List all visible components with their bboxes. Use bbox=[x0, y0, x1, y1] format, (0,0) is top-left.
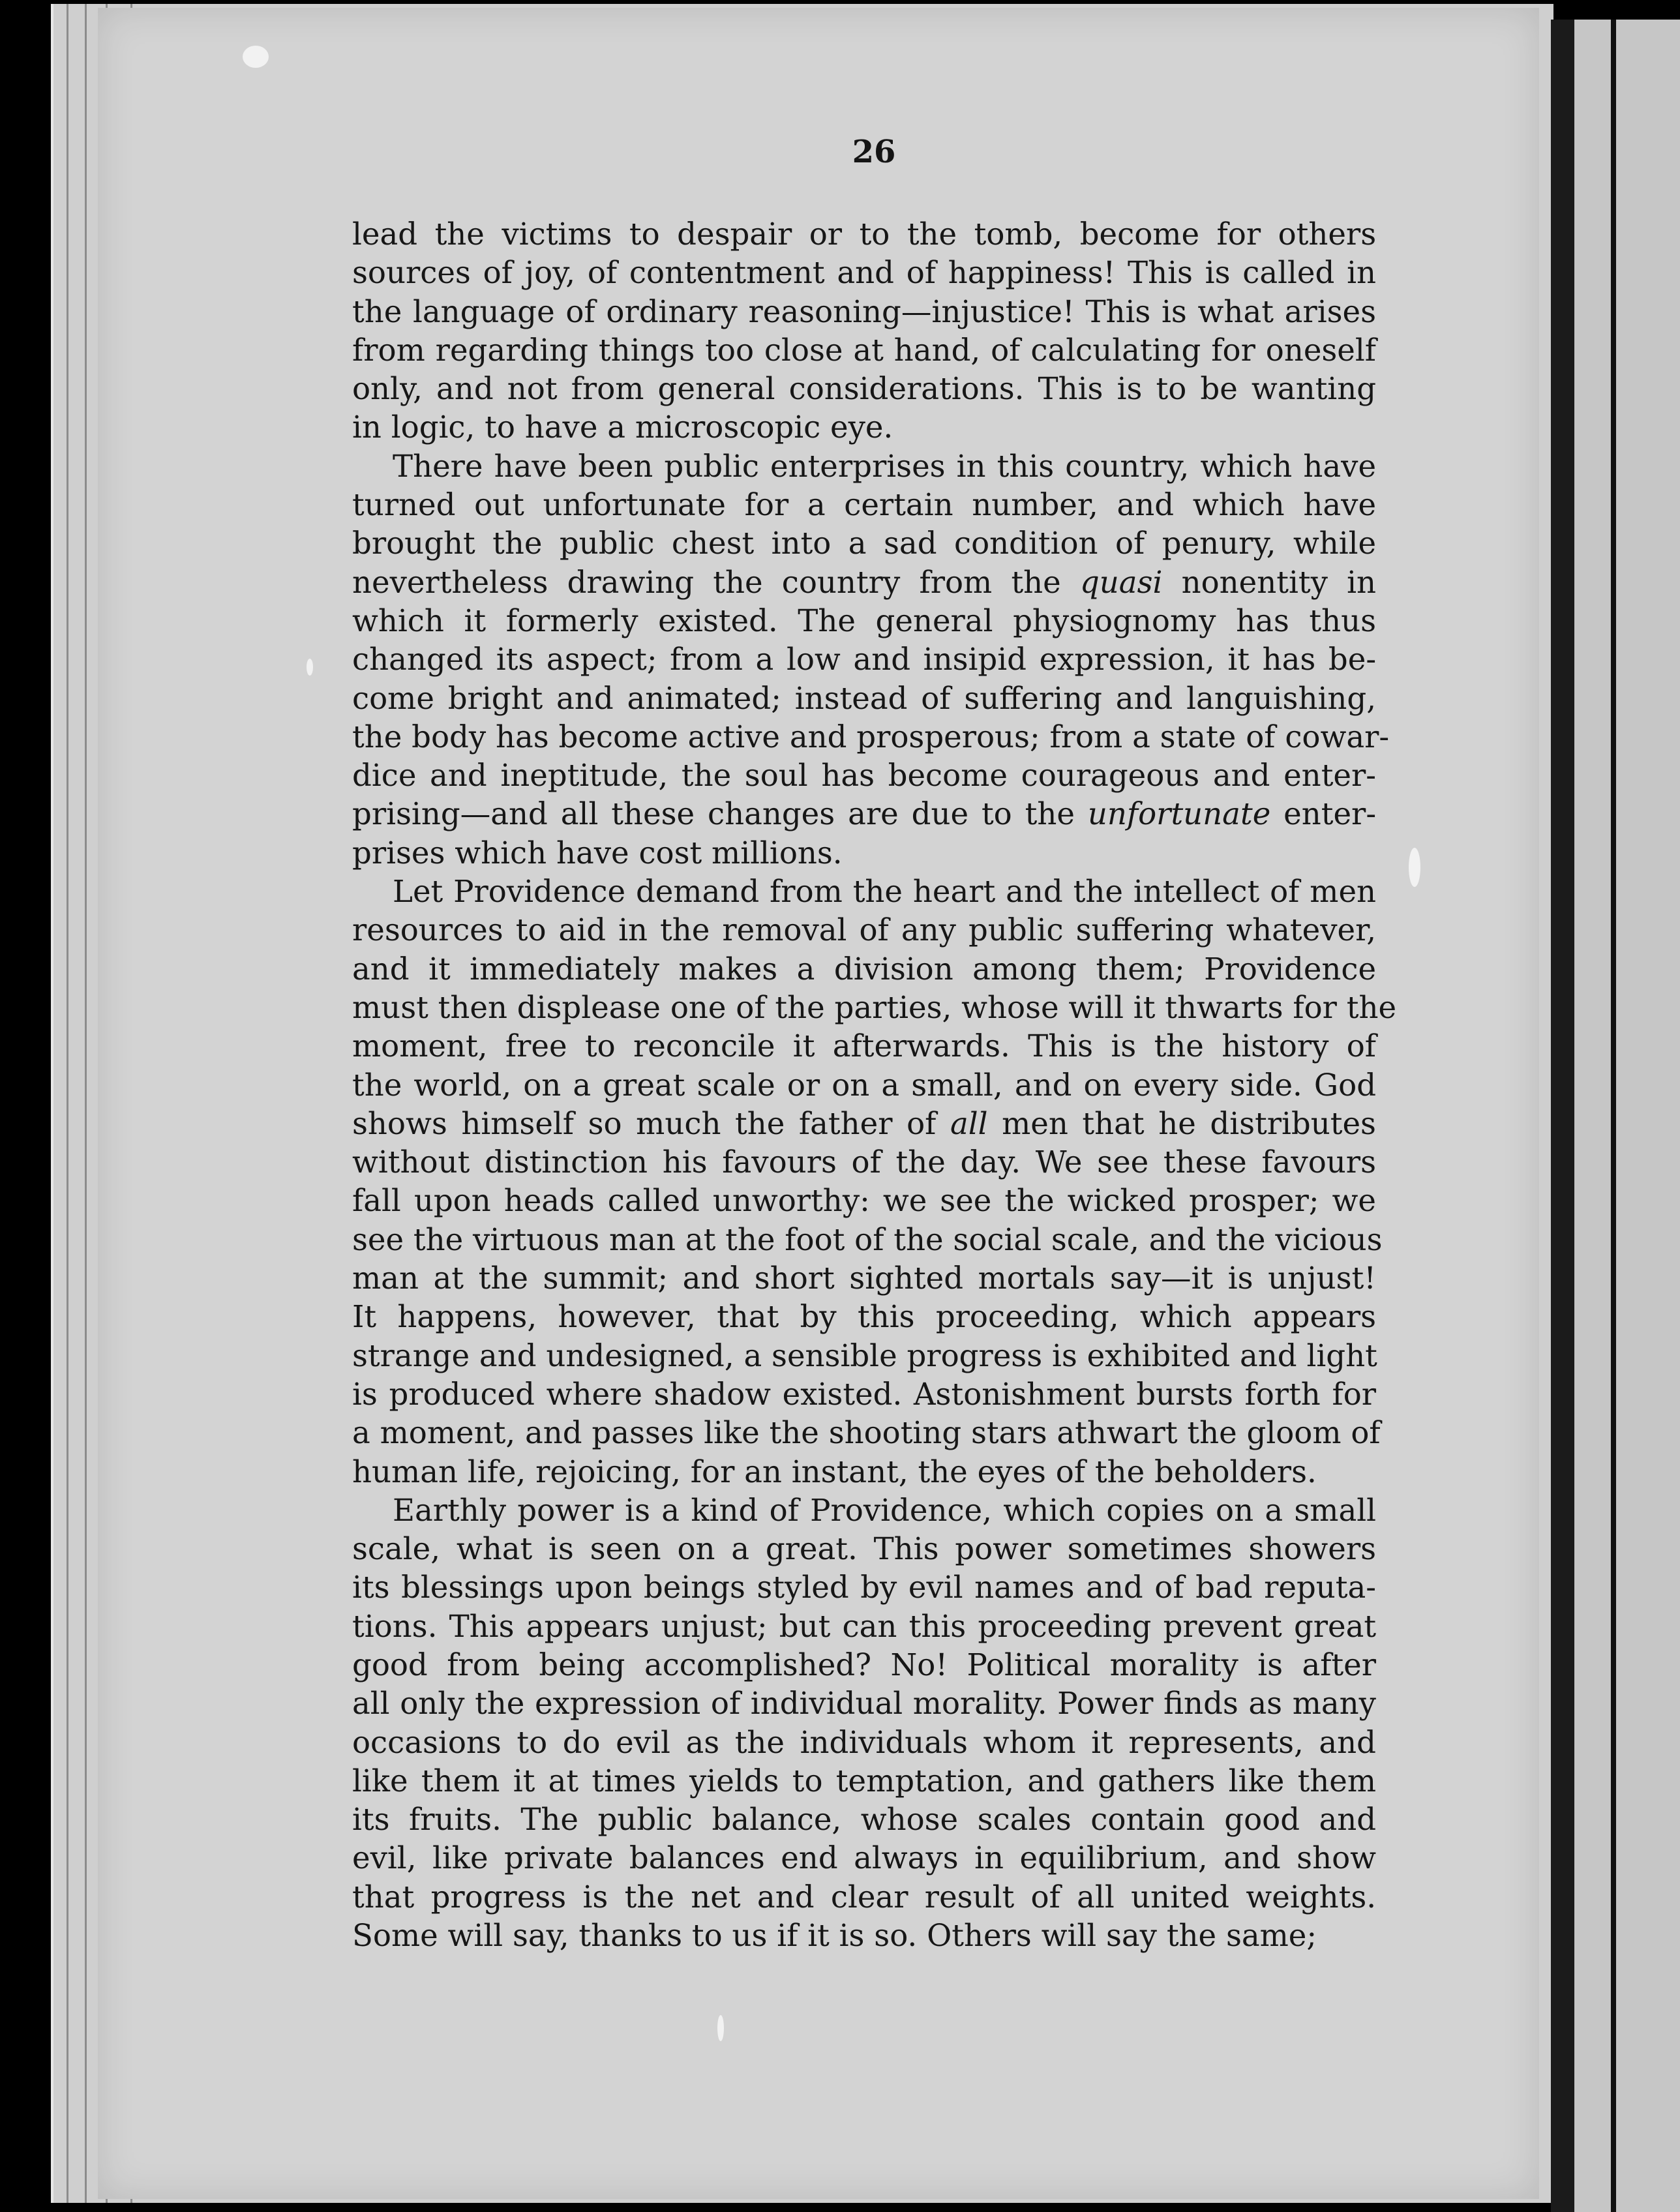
text-line: scale, what is seen on a great. This power sometimes showers bbox=[352, 1531, 1377, 1567]
text-line: that progress is the net and clear result of all united weights. bbox=[352, 1879, 1377, 1915]
text-line: in logic, to have a microscopic eye. bbox=[352, 410, 893, 445]
next-page-rule bbox=[1611, 20, 1616, 2212]
scan-speck bbox=[1409, 848, 1420, 887]
text-line: its blessings upon beings styled by evil names and of bad reputa- bbox=[352, 1570, 1377, 1606]
text-line: from regarding things too close at hand, of calculating for oneself bbox=[352, 332, 1377, 368]
text-line: sources of joy, of contentment and of happiness! This is called in bbox=[352, 255, 1376, 291]
text-line: resources to aid in the removal of any public suffering whatever, bbox=[352, 912, 1377, 948]
text-line: Earthly power is a kind of Providence, which copies on a small bbox=[393, 1492, 1377, 1528]
text-line: like them it at times yields to temptation, and gathers like them bbox=[352, 1763, 1377, 1799]
text-line: changed its aspect; from a low and insipid expression, it has be- bbox=[352, 642, 1377, 678]
text-line: nevertheless drawing the country from the quasi nonentity in bbox=[352, 564, 1377, 600]
text-line: evil, like private balances end always in equilibrium, and show bbox=[352, 1840, 1377, 1876]
text-line: strange and undesigned, a sensible progress is exhibited and light bbox=[352, 1338, 1377, 1373]
body-text bbox=[352, 215, 1397, 1955]
text-line: Let Providence demand from the heart and the intellect of men bbox=[393, 874, 1377, 910]
text-line: all only the expression of individual morality. Power finds as many bbox=[352, 1686, 1376, 1722]
text-line: the body has become active and prosperous; from a state of cowar- bbox=[352, 719, 1390, 755]
text-line: prising—and all these changes are due to the unfortunate enter- bbox=[352, 796, 1377, 832]
text-line: its fruits. The public balance, whose scales contain good and bbox=[352, 1802, 1377, 1838]
paragraph bbox=[352, 447, 1390, 873]
text-line: prises which have cost millions. bbox=[352, 835, 843, 871]
text-line: man at the summit; and short sighted mortals say—it is unjust! bbox=[352, 1261, 1376, 1296]
text-line: good from being accomplished? No! Political morality is after bbox=[352, 1647, 1377, 1682]
text-line: come bright and animated; instead of suffering and languishing, bbox=[352, 680, 1377, 716]
text-line: must then displease one of the parties, whose will it thwarts for the bbox=[352, 989, 1397, 1025]
page-gutter-shadow bbox=[1551, 20, 1574, 2212]
scan-speck bbox=[243, 46, 269, 68]
next-page-edge bbox=[1574, 20, 1680, 2212]
text-line: human life, rejoicing, for an instant, the eyes of the beholders. bbox=[352, 1454, 1317, 1489]
text-line: shows himself so much the father of all men that he distributes bbox=[352, 1105, 1376, 1141]
paragraph bbox=[352, 215, 1376, 447]
text-line: which it formerly existed. The general physiognomy has thus bbox=[352, 603, 1376, 638]
text-line: without distinction his favours of the day. We see these favours bbox=[352, 1144, 1376, 1180]
paragraph bbox=[352, 873, 1397, 1491]
text-line: a moment, and passes like the shooting stars athwart the gloom of bbox=[352, 1415, 1381, 1451]
text-line: the world, on a great scale or on a small, and on every side. God bbox=[352, 1067, 1377, 1103]
paragraph bbox=[352, 1491, 1376, 1956]
text-line: dice and ineptitude, the soul has become courageous and enter- bbox=[352, 758, 1377, 794]
text-line: There have been public enterprises in this country, which have bbox=[393, 448, 1377, 484]
text-line: turned out unfortunate for a certain number, and which have bbox=[352, 487, 1377, 523]
text-line: lead the victims to despair or to the tomb, become for others bbox=[352, 217, 1377, 252]
text-line: Some will say, thanks to us if it is so. Others will say the same; bbox=[352, 1918, 1317, 1954]
text-line: It happens, however, that by this proceeding, which appears bbox=[352, 1299, 1377, 1335]
text-line: fall upon heads called unworthy: we see the wicked prosper; we bbox=[352, 1183, 1377, 1219]
text-line: moment, free to reconcile it afterwards. This is the history of bbox=[352, 1028, 1377, 1064]
page-edge-line bbox=[67, 4, 68, 2203]
text-line: only, and not from general considerations. This is to be wanting bbox=[352, 371, 1377, 407]
text-line: brought the public chest into a sad condition of penury, while bbox=[352, 526, 1377, 561]
text-line: tions. This appears unjust; but can this proceeding prevent great bbox=[352, 1608, 1377, 1644]
scan-speck bbox=[307, 659, 313, 676]
text-line: and it immediately makes a division among them; Providence bbox=[352, 951, 1377, 987]
text-line: is produced where shadow existed. Astonishment bursts forth for bbox=[352, 1376, 1377, 1412]
page-edge-line bbox=[85, 4, 87, 2203]
text-line: see the virtuous man at the foot of the social scale, and the vicious bbox=[352, 1221, 1383, 1257]
text-line: occasions to do evil as the individuals whom it represents, and bbox=[352, 1724, 1376, 1760]
text-line: the language of ordinary reasoning—injustice! This is what arises bbox=[352, 293, 1376, 329]
scan-speck bbox=[717, 2015, 724, 2041]
page-number: 26 bbox=[852, 134, 896, 170]
